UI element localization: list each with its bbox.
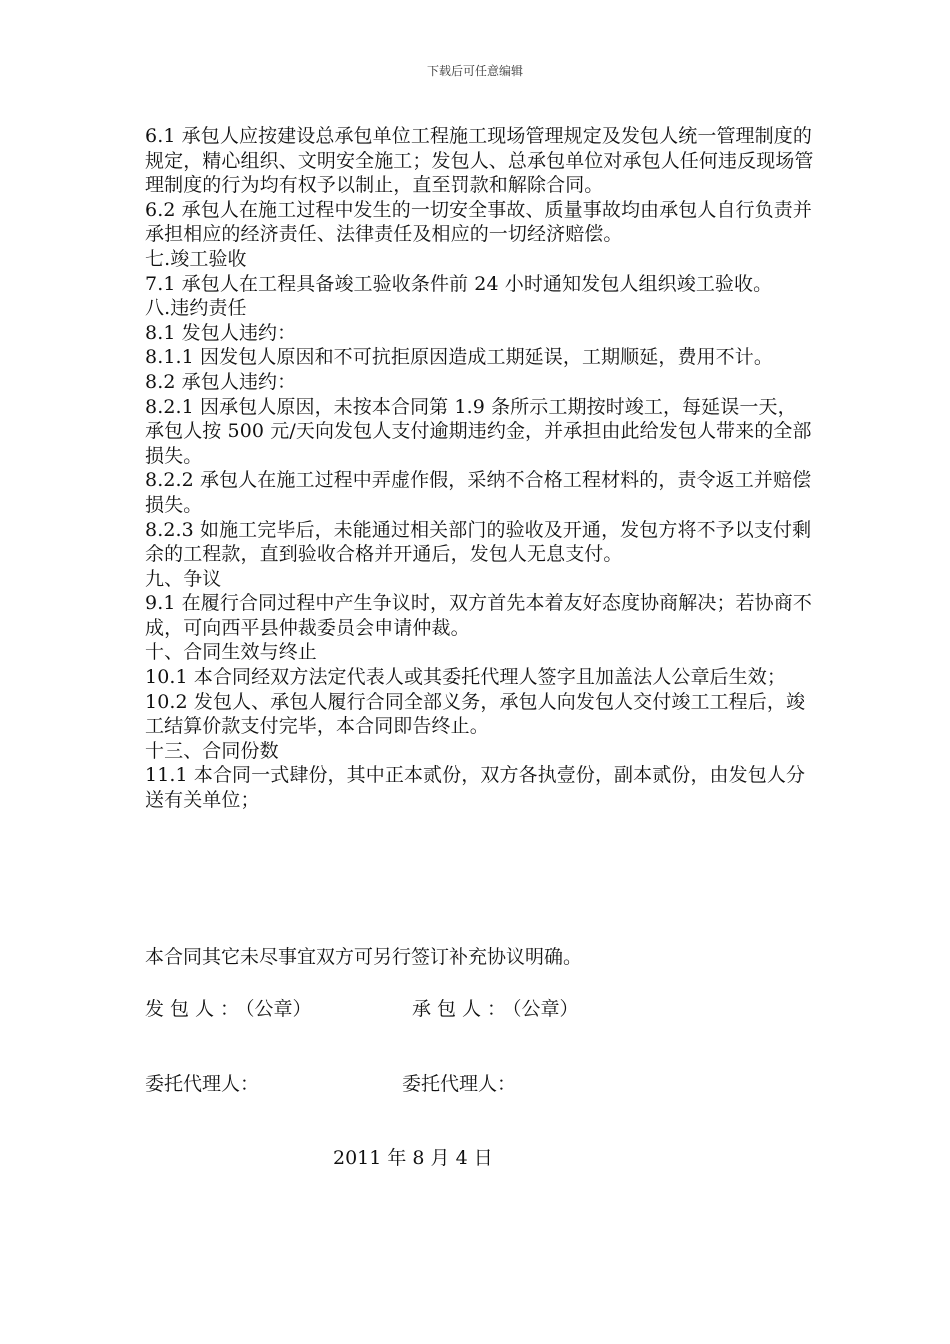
party-b-seal: （公章） bbox=[512, 998, 579, 1020]
party-a-agent: 委托代理人： bbox=[145, 1073, 260, 1095]
section-heading-breach: 八.违约责任 bbox=[145, 297, 247, 320]
section-heading-copies: 十三、合同份数 bbox=[145, 739, 279, 762]
clause-8-1: 8.1 发包人违约： bbox=[145, 321, 297, 344]
clause-8-2-1: 8.2.1 因承包人原因，未按本合同第 1.9 条所示工期按时竣工，每延误一天，承包人按 500 元/天向发包人支付逾期违约金，并承担由此给发包人带来的全部损失。 bbox=[145, 395, 812, 467]
signing-date: 2011 年 8 月 4 日 bbox=[333, 1147, 493, 1169]
clause-6-1: 6.1 承包人应按建设总承包单位工程施工现场管理规定及发包人统一管理制度的规定，精心组织、文明安全施工；发包人、总承包单位对承包人任何违反现场管理制度的行为均有权予以制止，直至罚款和解除合同。 bbox=[145, 125, 814, 197]
party-a-seal: （公章） bbox=[245, 998, 312, 1020]
section-heading-effect: 十、合同生效与终止 bbox=[145, 641, 317, 664]
party-b-signature bbox=[412, 996, 579, 1022]
page-header: 下载后可任意编辑 bbox=[426, 64, 523, 78]
section-heading-completion: 七.竣工验收 bbox=[145, 247, 247, 270]
party-a-label: 发包人： bbox=[145, 998, 246, 1020]
clause-10-1: 10.1 本合同经双方法定代表人或其委托代理人签字且加盖法人公章后生效； bbox=[145, 666, 786, 689]
section-heading-dispute: 九、争议 bbox=[145, 567, 222, 590]
clause-10-2: 10.2 发包人、承包人履行合同全部义务，承包人向发包人交付竣工工程后，竣工结算价款支付完毕，本合同即告终止。 bbox=[145, 690, 806, 738]
clause-8-2-2: 8.2.2 承包人在施工过程中弄虚作假，采纳不合格工程材料的，责令返工并赔偿损失。 bbox=[145, 469, 812, 516]
clause-11-1: 11.1 本合同一式肆份，其中正本贰份，双方各执壹份，副本贰份，由发包人分送有关单位； bbox=[145, 764, 806, 812]
clause-7-1: 7.1 承包人在工程具备竣工验收条件前 24 小时通知发包人组织竣工验收。 bbox=[145, 272, 773, 295]
party-a-signature bbox=[145, 996, 312, 1022]
party-b-label: 承包人： bbox=[412, 998, 513, 1020]
clause-8-2: 8.2 承包人违约： bbox=[145, 370, 297, 393]
party-b-agent: 委托代理人： bbox=[402, 1073, 517, 1095]
clause-9-1: 9.1 在履行合同过程中产生争议时，双方首先本着友好态度协商解决；若协商不成，可向西平县仲裁委员会申请仲裁。 bbox=[145, 592, 812, 639]
clause-8-2-3: 8.2.3 如施工完毕后，未能通过相关部门的验收及开通，发包方将不予以支付剩余的工程款，直到验收合格并开通后，发包人无息支付。 bbox=[145, 518, 812, 566]
closing-statement: 本合同其它未尽事宜双方可另行签订补充协议明确。 bbox=[145, 946, 583, 968]
clause-8-1-1: 8.1.1 因发包人原因和不可抗拒原因造成工期延误，工期顺延，费用不计。 bbox=[145, 346, 773, 369]
clause-6-2: 6.2 承包人在施工过程中发生的一切安全事故、质量事故均由承包人自行负责并承担相应的经济责任、法律责任及相应的一切经济赔偿。 bbox=[145, 198, 812, 246]
contract-body bbox=[145, 124, 815, 813]
